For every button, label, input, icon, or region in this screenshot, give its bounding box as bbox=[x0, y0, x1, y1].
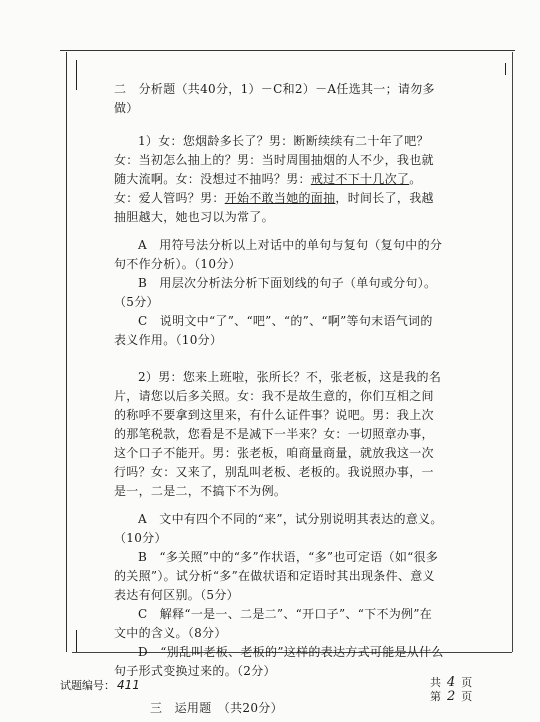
frame-left-line bbox=[66, 52, 67, 652]
page-number-unit: 页 bbox=[461, 690, 473, 703]
total-pages-unit: 页 bbox=[461, 676, 473, 689]
total-pages bbox=[430, 676, 472, 690]
section3-heading: 三 运用题 （共20分） bbox=[150, 701, 283, 715]
margin-mark bbox=[505, 63, 506, 75]
margin-mark bbox=[76, 630, 77, 652]
section2-heading: 二 分析题（共40分，1）－C和2）－A任选其一；请勿多做） bbox=[114, 82, 435, 115]
margin-mark bbox=[76, 60, 77, 90]
exam-code-label: 试题编号： bbox=[60, 679, 115, 692]
q2-part-d: D “别乱叫老板、老板的”这样的表达方式可能是从什么句子形式变换过来的。（2分） bbox=[114, 645, 444, 678]
q1-dialogue-part3: ，时间长了，我越抽胆越大，她也习以为常了。 bbox=[114, 191, 434, 224]
exam-code-value: 411 bbox=[117, 678, 140, 692]
page-number bbox=[430, 690, 472, 704]
q1-underlined-sentence-1: 戒过不下十几次了 bbox=[310, 172, 410, 186]
exam-content bbox=[114, 80, 444, 718]
exam-code bbox=[60, 677, 140, 693]
q1-part-c: C 说明文中“了”、“吧”、“的”、“啊”等句末语气词的表义作用。（10分） bbox=[114, 314, 433, 347]
q1-part-a: A 用符号法分析以上对话中的单句与复句（复句中的分句不作分析）。（10分） bbox=[114, 238, 443, 271]
page-info bbox=[430, 676, 472, 704]
frame-top-line bbox=[60, 50, 515, 51]
q2-part-b: B “多关照”中的“多”作状语，“多”也可定语（如“很多的关照”）。试分析“多”在做状语和定语时其出现条件、意义表达有何区别。（5分） bbox=[114, 550, 439, 602]
q1-dialogue-part2: 。女：爱人管吗？男： bbox=[114, 172, 422, 205]
total-pages-label: 共 bbox=[430, 676, 441, 689]
q1-part-b: B 用层次分析法分析下面划线的句子（单句或分句）。（5分） bbox=[114, 276, 437, 309]
q1-dialogue bbox=[114, 132, 444, 227]
q1-underlined-sentence-2: 开始不敢当她的面抽 bbox=[224, 191, 336, 205]
page-number-value: 2 bbox=[447, 689, 456, 704]
q2-part-a: A 文中有四个不同的“来”，试分别说明其表达的意义。（10分） bbox=[114, 512, 443, 545]
q1-dialogue-part1: 1）女：您烟龄多长了？男：断断续续有二十年了吧？女：当初怎么抽上的？男：当时周围抽烟的人不少，我也就随大流啊。女：没想过不抽吗？男： bbox=[114, 134, 434, 186]
frame-right-line bbox=[512, 52, 513, 652]
q2-part-c: C 解释“一是一、二是二”、“开口子”、“下不为例”在文中的含义。（8分） bbox=[114, 607, 433, 640]
total-pages-value: 4 bbox=[447, 675, 456, 690]
q2-dialogue: 2）男：您来上班啦，张所长？不，张老板，这是我的名片，请您以后多关照。女：我不是故生意的，你们互相之间的称呼不要拿到这里来，有什么证件事？说吧。男：我上次的那笔税款，您看是不是减下一半来？女：一切照章办事，这个口子不能开。男：张老板，咱商量商量，就放我这一次行吗？女：又来了，别乱叫老板、老板的。我说照办事，一是一，二是二，不搞下不为例。 bbox=[114, 370, 442, 498]
page-number-label: 第 bbox=[430, 690, 441, 703]
